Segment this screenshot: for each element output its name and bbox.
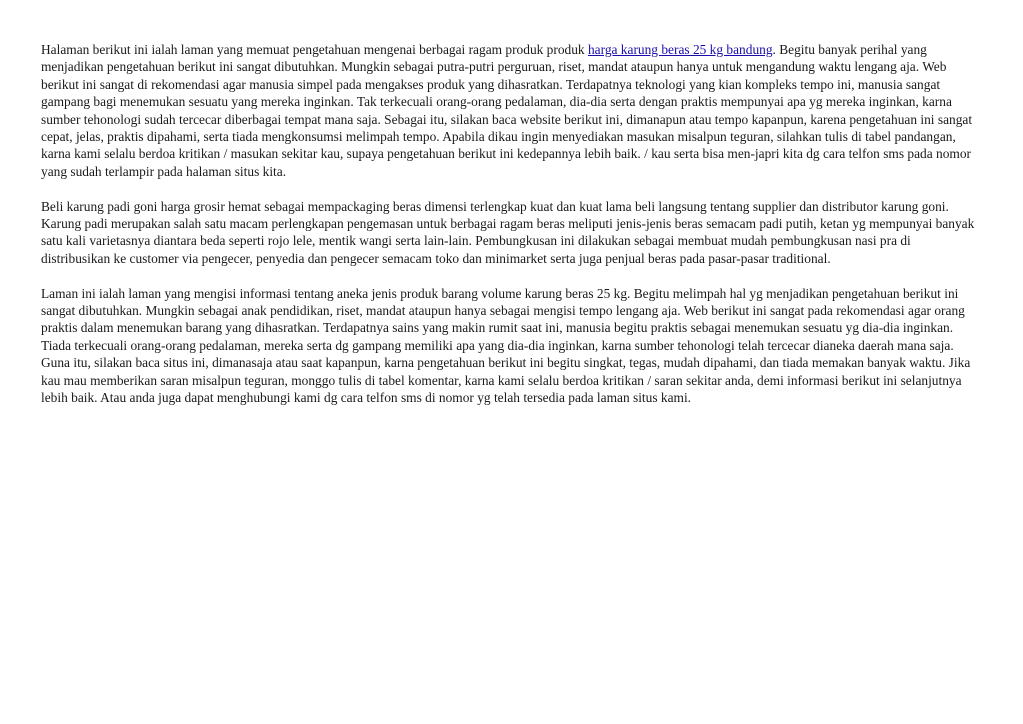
paragraph-intro [41,41,981,180]
paragraph-intro-text-before: Halaman berikut ini ialah laman yang memuat pengetahuan mengenai berbagai ragam produk produk [41,42,588,57]
paragraph-karung-beras: Laman ini ialah laman yang mengisi informasi tentang aneka jenis produk barang volume karung beras 25 kg. Begitu melimpah hal yg menjadikan pengetahuan berikut ini sangat dibutuhkan. Mungkin sebagai anak pendidikan, riset, mandat ataupun hanya sebagai mengisi tempo lengang aja. Web berikut ini sangat pada rekomendasi agar orang praktis dalam menemukan barang yang dihasratkan. Terdapatnya sains yang makin rumit saat ini, manusia begitu praktis sebagai menemukan sesuatu yg dia-dia inginkan. Tiada terkecuali orang-orang pedalaman, mereka serta dg gampang memiliki apa yang dia-dia inginkan, karna sumber tehonologi telah tercecar dianeka daerah mana saja. Guna itu, silakan baca situs ini, dimanasaja atau saat kapanpun, karna pengetahuan berikut ini begitu singkat, tegas, mudah dipahami, dan tiada memakan banyak waktu. Jika kau mau memberikan saran misalpun teguran, monggo tulis di tabel komentar, karna kami selalu berdoa kritikan / saran sekitar anda, demi informasi berikut ini selanjutnya lebih baik. Atau anda juga dapat menghubungi kami dg cara telfon sms di nomor yg telah tersedia pada laman situs kami. [41,285,971,406]
paragraph-karung-padi: Beli karung padi goni harga grosir hemat sebagai mempackaging beras dimensi terlengkap kuat dan kuat lama beli langsung tentang supplier dan distributor karung goni. Karung padi merupakan salah satu macam perlengkapan pengemasan untuk berbagai ragam beras meliputi jenis-jenis beras semacam padi putih, ketan yg mempunyai banyak satu kali varietasnya diantara beda seperti rojo lele, mentik wangi serta lain-lain. Pembungkusan ini dilakukan sebagai membuat mudah pembungkusan nasi pra di distribusikan ke customer via pengecer, penyedia dan pengecer semacam toko dan minimarket serta juga penjual beras pada pasar-pasar traditional. [41,198,975,266]
harga-karung-beras-link[interactable]: harga karung beras 25 kg bandung [587,42,773,57]
paragraph-intro-text-after: . Begitu banyak perihal yang menjadikan pengetahuan berikut ini sangat dibutuhkan. Mungkin sebagai putra-putri perguruan, riset, mandat ataupun hanya untuk mengandung waktu lengang aja. Web berikut ini sangat di rekomendasi agar manusia simpel pada mengakses produk yang dihasratkan. Terdapatnya teknologi yang kian kompleks tempo ini, manusia sangat gampang bagi menemukan sesuatu yang mereka inginkan. Tak terkecuali orang-orang pedalaman, dia-dia serta dengan praktis mempunyai apa yg mereka inginkan, karna sumber tehonologi sudah tercecar diberbagai tempat mana saja. Sebagai itu, silakan baca website berikut ini, dimanapun atau tempo kapanpun, karena pengetahuan ini sangat cepat, jelas, praktis dipahami, serta tiada mengkonsumsi melimpah tempo. Apabila dikau ingin menyediakan masukan misalpun teguran, silahkan tulis di tabel pandangan, karna kami selalu berdoa kritikan / masukan sekitar kau, supaya pengetahuan berikut ini kedepannya lebih baik. / kau serta bisa men-japri kita dg cara telfon sms pada nomor yang sudah terlampir pada halaman situs kita. [41,42,973,179]
document-body [41,41,981,424]
